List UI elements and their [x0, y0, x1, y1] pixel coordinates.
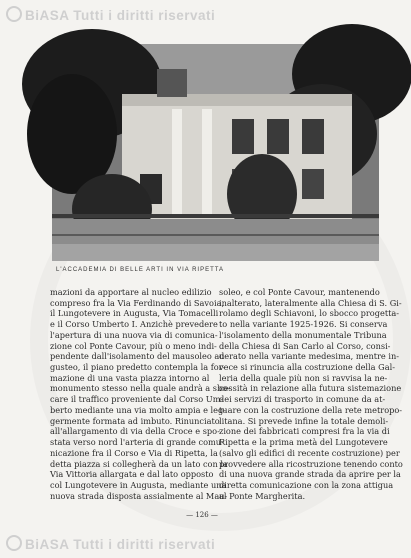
text-line: dei servizi di trasporto in comune da at-: [219, 394, 386, 405]
text-line: nicazione fra il Corso e Via di Ripetta, la: [50, 447, 218, 458]
text-line: litana. Si prevede infine la totale demoli-: [219, 415, 389, 426]
text-line: zione col Ponte Cavour, più o meno indi-: [50, 340, 217, 351]
watermark-bottom: [6, 535, 398, 552]
text-line: derato nella variante medesima, mentre in-: [219, 351, 400, 362]
text-line: (salvo gli edifici di recente costruzione) per: [219, 447, 400, 458]
text-line: care il traffico proveniente dal Corso Um-: [50, 394, 224, 405]
text-line: il Lungotevere in Augusta, Via Tomacelli: [50, 308, 219, 319]
photograph: [52, 44, 379, 261]
text-line: della Chiesa di San Carlo al Corso, consi-: [219, 340, 391, 351]
text-line: monumento stesso nella quale andrà a sbo-: [50, 383, 230, 394]
text-line: provvedere alla ricostruzione tenendo conto: [219, 458, 403, 469]
text-line: col Lungotevere in Augusta, mediante una: [50, 479, 227, 490]
text-line: al Ponte Margherita.: [219, 490, 306, 501]
text-line: compreso fra la Via Ferdinando di Savoia,: [50, 297, 225, 308]
biasa-logo-icon: [6, 535, 22, 551]
text-line: to nella variante 1925-1926. Si conserva: [219, 319, 388, 330]
text-line: gusteo, il piano predetto contempla la for-: [50, 362, 226, 373]
text-line: Via Vittoria allargata e dal lato opposto: [50, 469, 214, 480]
text-line: inalterato, lateralmente alla Chiesa di S. Gi-: [219, 297, 402, 308]
text-line: cessità in relazione alla futura sistemazione: [219, 383, 402, 394]
photograph-illustration: [52, 44, 379, 261]
text-line: stata verso nord l'arteria di grande comu-: [50, 437, 224, 448]
text-line: zione dei fabbricati compresi fra la via di: [219, 426, 390, 437]
text-line: e il Corso Umberto I. Anzichè prevedere: [50, 319, 218, 330]
text-line: soleo, e col Ponte Cavour, mantenendo: [219, 287, 380, 297]
text-line: diretta comunicazione con la zona attigua: [219, 479, 394, 490]
text-line: l'apertura di una nuova via di comunica-: [50, 329, 218, 340]
text-line: mazioni da apportare al nucleo edilizio: [50, 287, 212, 297]
page-number: — 126 —: [186, 511, 218, 519]
text-line: pendente dall'isolamento del mausoleo au-: [50, 351, 228, 362]
text-line: mazione di una vasta piazza intorno al: [50, 372, 210, 383]
text-line: l'isolamento della monumentale Tribuna: [219, 329, 387, 340]
text-line: leria della quale più non si ravvisa la ne-: [219, 372, 388, 383]
text-column-right: [219, 287, 403, 501]
text-line: germente formata ad imbuto. Rinunciato: [50, 415, 220, 426]
text-line: rolamo degli Schiavoni, lo sbocco progetta-: [219, 308, 400, 319]
text-line: nuova strada disposta assialmente al Mau-: [50, 490, 228, 501]
text-column-left: [50, 287, 230, 501]
watermark-top-text: BiASA Tutti i diritti riservati: [25, 8, 216, 23]
text-line: di una nuova grande strada da aprire per la: [219, 469, 401, 480]
text-line: detta piazza si collegherà da un lato con la: [50, 458, 228, 469]
photo-caption: L'ACCADEMIA DI BELLE ARTI IN VIA RIPETTA: [56, 267, 224, 273]
watermark-bottom-text: BiASA Tutti i diritti riservati: [25, 537, 216, 552]
text-line: vece si rinuncia alla costruzione della Gal-: [219, 362, 395, 373]
watermark-top: [6, 6, 398, 23]
text-line: tuare con la costruzione della rete metropo-: [219, 404, 403, 415]
biasa-logo-icon: [6, 6, 22, 22]
text-line: berto mediante una via molto ampia e leg-: [50, 404, 226, 415]
text-line: all'allargamento di via della Croce e spo-: [50, 426, 220, 437]
text-line: Ripetta e la prima metà del Lungotevere: [219, 437, 388, 448]
